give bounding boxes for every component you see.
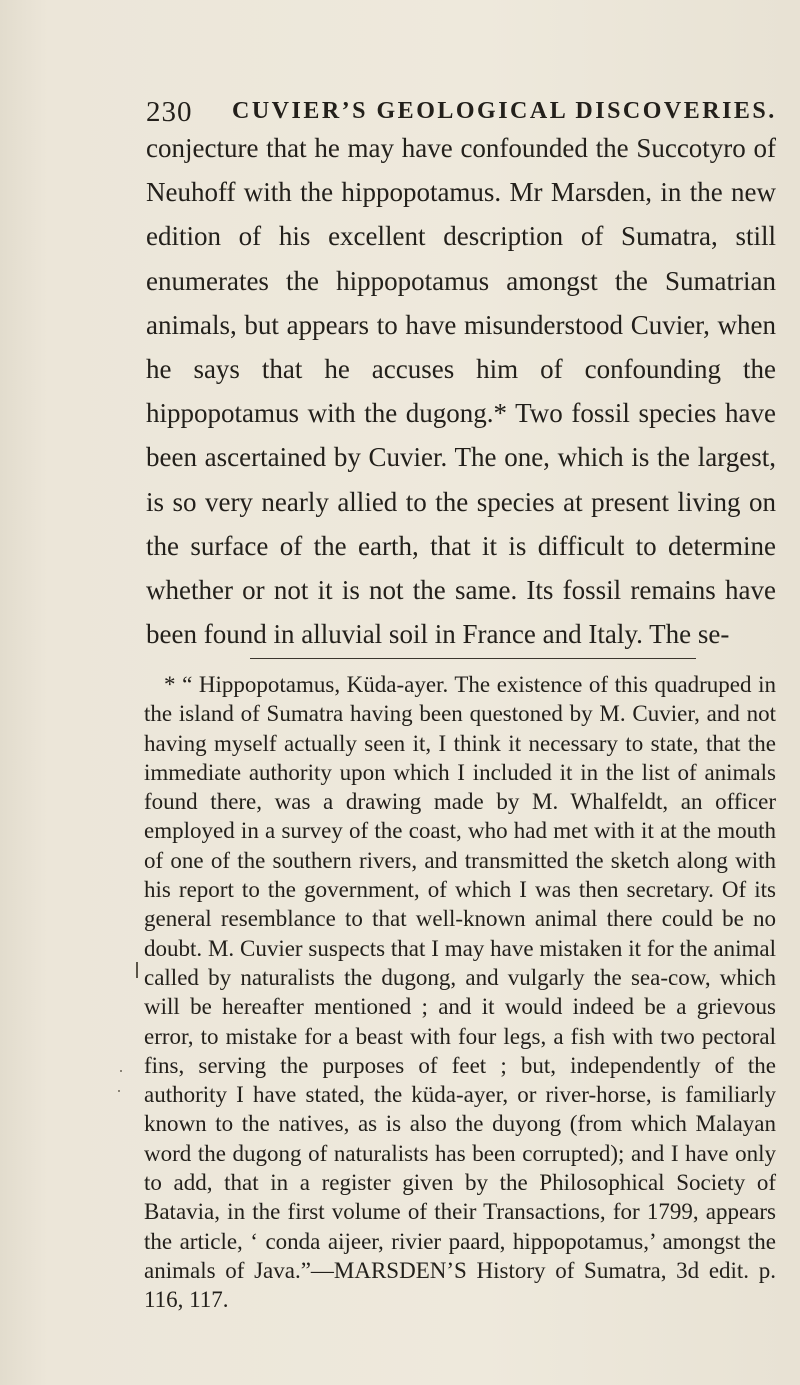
main-paragraph: conjecture that he may have confounded the Succotyro of Neuhoff with the hippopotamus. Mr Marsden, in the new edition of his excellent description of Sumatra, still enumerates the hippopotamus amongst the Sumatrian animals, but appears to have misunderstood Cuvier, when he says that he accuses him of confounding the hippopotamus with the dugong.* Two fossil species have been ascertained by Cuvier. The one, which is the largest, is so very nearly allied to the species at present living on the surface of the earth, that it is difficult to determine whether or not it is not the same. Its fossil remains have been found in alluvial soil in France and Italy. The se- bbox=[146, 133, 776, 650]
main-text bbox=[146, 126, 776, 656]
footnote bbox=[144, 670, 776, 1315]
running-head: CUVIER’S GEOLOGICAL DISCOVERIES. bbox=[232, 98, 777, 124]
margin-speck bbox=[120, 1070, 122, 1072]
margin-speck bbox=[118, 1090, 120, 1092]
margin-mark bbox=[136, 962, 138, 978]
footnote-text: * “ Hippopotamus, Küda-ayer. The existence of this quadruped in the island of Sumatra having been questoned by M. Cuvier, and not having myself actually seen it, I think it necessary to state, that the immediate authority upon which I included it in the list of animals found there, was a drawing made by M. Whalfeldt, an officer employed in a survey of the coast, who had met with it at the mouth of one of the southern rivers, and transmitted the sketch along with his report to the government, of which I was then secretary. Of its general resemblance to that well-known animal there could be no doubt. M. Cuvier suspects that I may have mistaken it for the animal called by naturalists the dugong, and vulgarly the sea-cow, which will be hereafter mentioned ; and it would indeed be a grievous error, to mistake for a beast with four legs, a fish with two pectoral fins, serving the purposes of feet ; but, independently of the authority I have stated, the küda-ayer, or river-horse, is familiarly known to the natives, as is also the duyong (from which Malayan word the dugong of naturalists has been corrupted); and I have only to add, that in a register given by the Philosophical Society of Batavia, in the first volume of their Transactions, for 1799, appears the article, ‘ conda aijeer, rivier paard, hippopotamus,’ amongst the animals of Java.”—MARSDEN’S History of Sumatra, 3d edit. p. 116, 117. bbox=[144, 672, 776, 1313]
page-number: 230 bbox=[146, 96, 193, 128]
footnote-separator-rule bbox=[250, 658, 696, 659]
